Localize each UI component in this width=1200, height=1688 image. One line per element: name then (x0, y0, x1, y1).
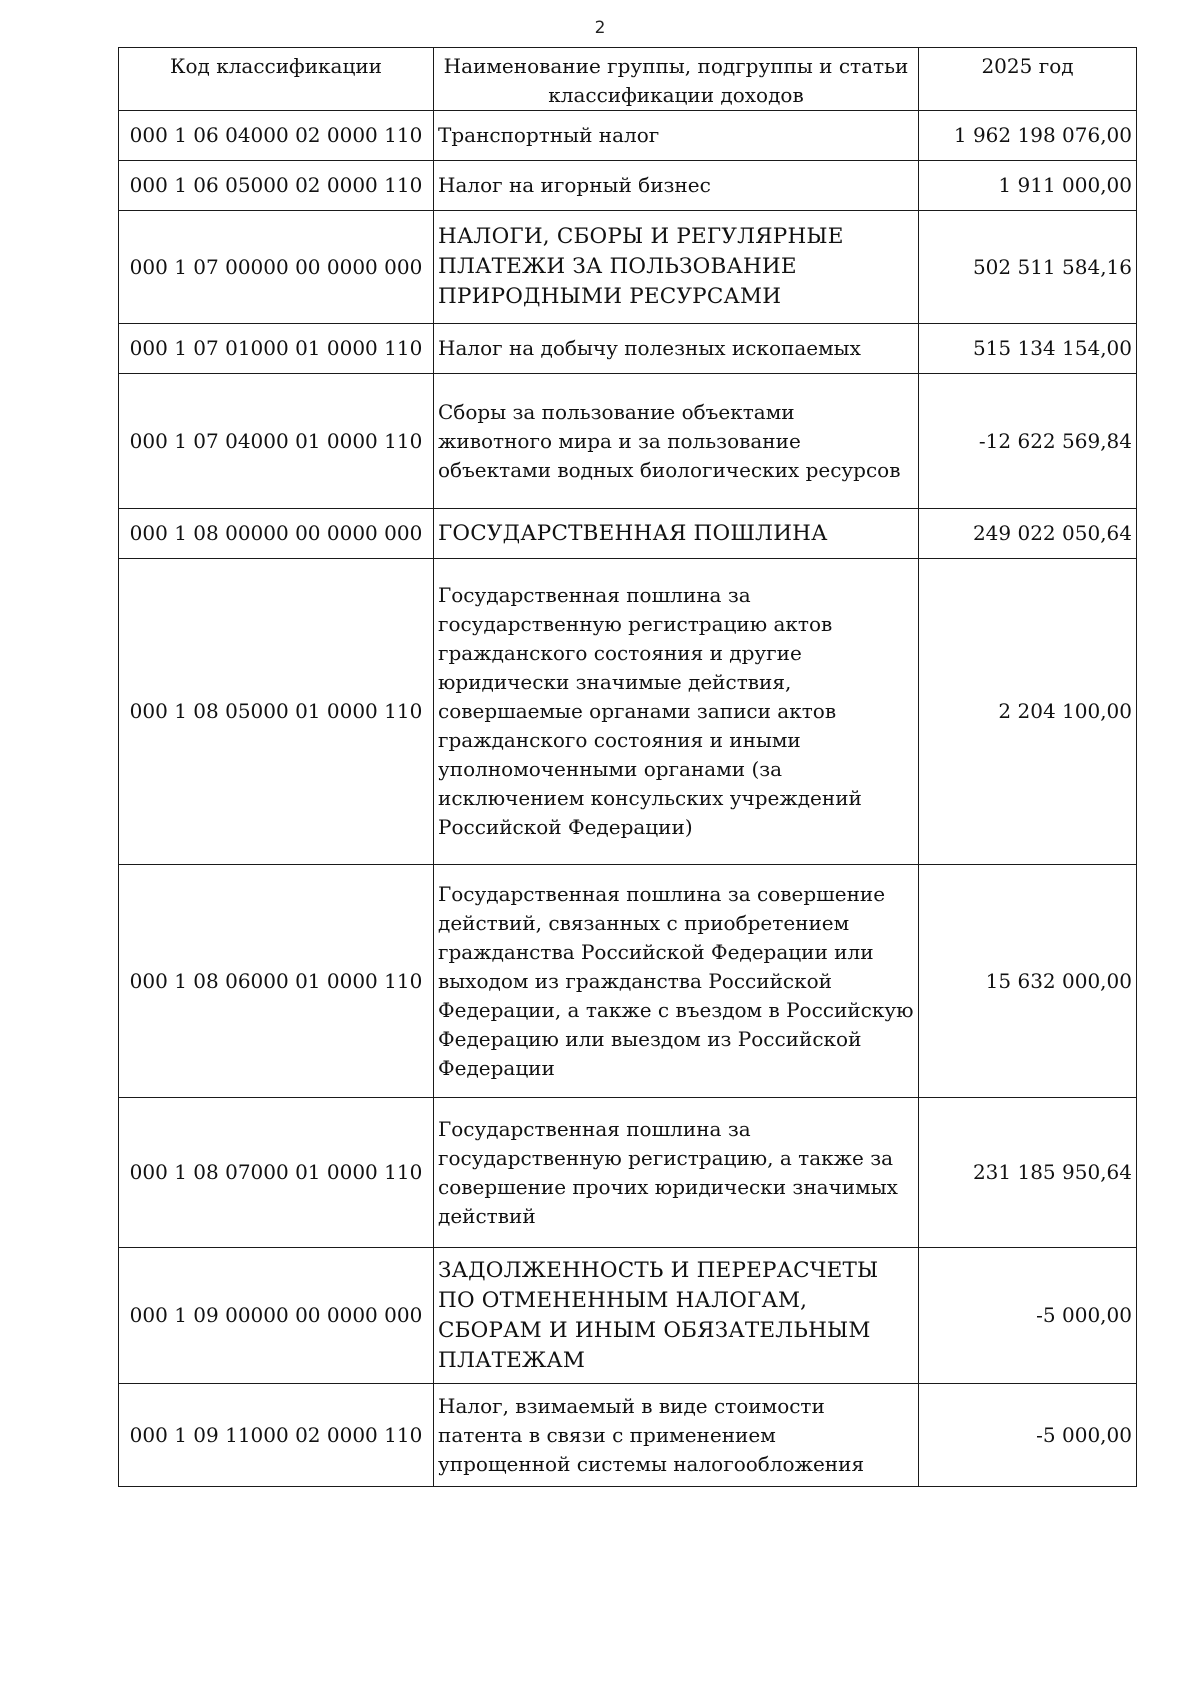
row-name: ГОСУДАРСТВЕННАЯ ПОШЛИНА (434, 509, 919, 559)
row-name: Налог на добычу полезных ископаемых (434, 324, 919, 374)
table-row (119, 1098, 1137, 1248)
row-value: 502 511 584,16 (919, 211, 1137, 324)
row-name: ЗАДОЛЖЕННОСТЬ И ПЕРЕРАСЧЕТЫ ПО ОТМЕНЕННЫМ НАЛОГАМ, СБОРАМ И ИНЫМ ОБЯЗАТЕЛЬНЫМ ПЛАТЕЖАМ (434, 1248, 919, 1384)
row-code: 000 1 08 06000 01 0000 110 (119, 865, 434, 1098)
table-row (119, 161, 1137, 211)
header-value: 2025 год (919, 48, 1137, 111)
table-row (119, 1384, 1137, 1487)
row-value: 1 962 198 076,00 (919, 111, 1137, 161)
row-code: 000 1 09 00000 00 0000 000 (119, 1248, 434, 1384)
table-row (119, 865, 1137, 1098)
table-row (119, 111, 1137, 161)
row-name: Государственная пошлина за государственную регистрацию, а также за совершение прочих юридически значимых действий (434, 1098, 919, 1248)
row-value: 1 911 000,00 (919, 161, 1137, 211)
row-value: 249 022 050,64 (919, 509, 1137, 559)
row-value: 515 134 154,00 (919, 324, 1137, 374)
row-code: 000 1 07 01000 01 0000 110 (119, 324, 434, 374)
table-row (119, 559, 1137, 865)
row-value: -5 000,00 (919, 1248, 1137, 1384)
table-row (119, 211, 1137, 324)
row-value: -5 000,00 (919, 1384, 1137, 1487)
row-code: 000 1 06 04000 02 0000 110 (119, 111, 434, 161)
row-code: 000 1 07 00000 00 0000 000 (119, 211, 434, 324)
row-name: Налог, взимаемый в виде стоимости патента в связи с применением упрощенной системы налогообложения (434, 1384, 919, 1487)
row-name: Налог на игорный бизнес (434, 161, 919, 211)
row-code: 000 1 06 05000 02 0000 110 (119, 161, 434, 211)
revenue-classification-table (118, 47, 1137, 1487)
row-name: Государственная пошлина за государственную регистрацию актов гражданского состояния и другие юридически значимые действия, совершаемые органами записи актов гражданского состояния и иными уполномоченными органами (за исключением консульских учреждений Российской Федерации) (434, 559, 919, 865)
table-row (119, 374, 1137, 509)
row-value: 2 204 100,00 (919, 559, 1137, 865)
row-code: 000 1 08 00000 00 0000 000 (119, 509, 434, 559)
row-name: Транспортный налог (434, 111, 919, 161)
row-name: Государственная пошлина за совершение действий, связанных с приобретением гражданства Российской Федерации или выходом из гражданства Российской Федерации, а также с въездом в Российскую Федерацию или выездом из Российской Федерации (434, 865, 919, 1098)
row-code: 000 1 09 11000 02 0000 110 (119, 1384, 434, 1487)
table-row (119, 324, 1137, 374)
header-name: Наименование группы, подгруппы и статьи классификации доходов (434, 48, 919, 111)
table-header-row (119, 48, 1137, 111)
row-name: НАЛОГИ, СБОРЫ И РЕГУЛЯРНЫЕ ПЛАТЕЖИ ЗА ПОЛЬЗОВАНИЕ ПРИРОДНЫМИ РЕСУРСАМИ (434, 211, 919, 324)
row-code: 000 1 08 05000 01 0000 110 (119, 559, 434, 865)
row-value: 231 185 950,64 (919, 1098, 1137, 1248)
page-number: 2 (594, 18, 606, 38)
table-row (119, 1248, 1137, 1384)
row-code: 000 1 07 04000 01 0000 110 (119, 374, 434, 509)
row-code: 000 1 08 07000 01 0000 110 (119, 1098, 434, 1248)
row-value: -12 622 569,84 (919, 374, 1137, 509)
row-name: Сборы за пользование объектами животного мира и за пользование объектами водных биологических ресурсов (434, 374, 919, 509)
header-code: Код классификации (119, 48, 434, 111)
row-value: 15 632 000,00 (919, 865, 1137, 1098)
table-row (119, 509, 1137, 559)
